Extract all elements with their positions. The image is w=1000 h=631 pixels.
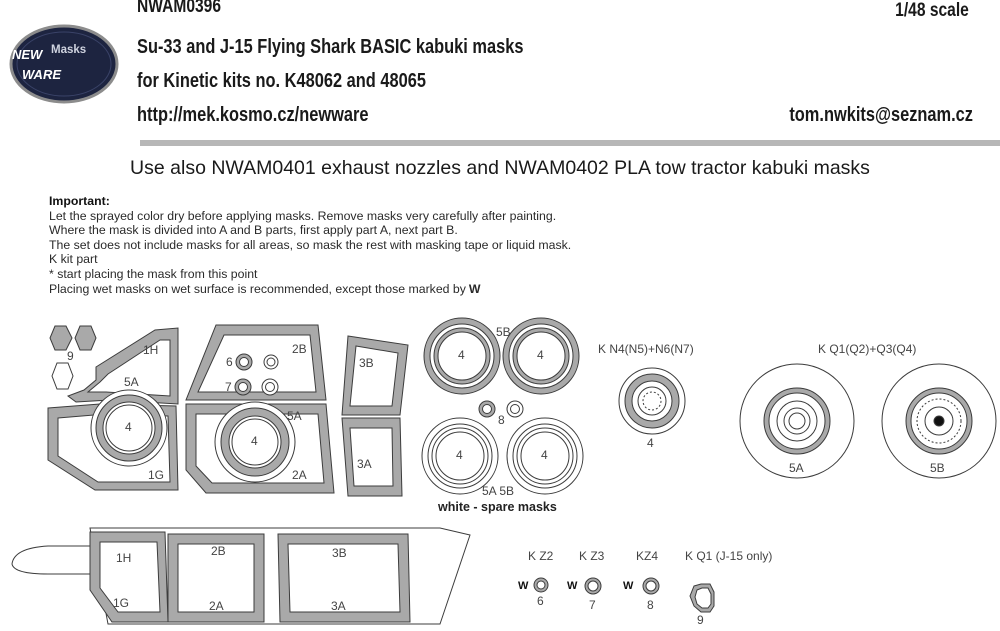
- part-label: 6: [537, 594, 544, 608]
- part-label: 5A: [124, 375, 139, 389]
- spare-masks-note: white - spare masks: [438, 500, 557, 514]
- part-label: 2A: [209, 599, 224, 613]
- mask-piece-9-spare: [52, 363, 73, 389]
- title-line-1: Su-33 and J-15 Flying Shark BASIC kabuki masks: [137, 36, 524, 58]
- part-label: 5A 5B: [482, 484, 515, 498]
- kit-part-label: KZ4: [636, 549, 659, 563]
- mask-set-center: [342, 336, 408, 496]
- part-label: 8: [498, 413, 505, 427]
- canopy-diagram: [12, 528, 470, 624]
- instructions-heading: Important:: [49, 194, 110, 208]
- mask-piece-9b: [75, 326, 96, 350]
- part-label: 9: [697, 613, 704, 627]
- part-label: 5A: [789, 461, 804, 475]
- part-label: 2A: [292, 468, 307, 482]
- part-label: 3B: [359, 356, 374, 370]
- part-label: 7: [225, 380, 232, 394]
- part-label: 1G: [113, 596, 130, 610]
- kit-part-label: K Q1(Q2)+Q3(Q4): [818, 342, 917, 356]
- logo-word-new: NEW: [12, 47, 43, 62]
- logo-word-masks: Masks: [51, 44, 87, 56]
- wet-mark-w: W: [468, 281, 481, 296]
- title-line-2: for Kinetic kits no. K48062 and 48065: [137, 70, 426, 92]
- part-label: 5B: [930, 461, 945, 475]
- instruction-line: Where the mask is divided into A and B parts, first apply part A, next part B.: [49, 223, 458, 238]
- part-label: 3B: [332, 546, 347, 560]
- part-label: 4: [541, 448, 548, 462]
- part-label: 4: [251, 434, 258, 448]
- logo-word-ware: WARE: [22, 67, 61, 82]
- scale-label: 1/48 scale: [895, 0, 969, 21]
- part-label: 1G: [148, 468, 165, 482]
- mask-set-center-left: [186, 325, 334, 493]
- kit-part-label: K Z3: [579, 549, 605, 563]
- instruction-line: The set does not include masks for all areas, so mask the rest with masking tape or liquid mask.: [49, 237, 572, 252]
- wet-mark-w: W: [623, 580, 634, 592]
- instruction-line: * start placing the mask from this point: [49, 266, 258, 281]
- part-label: 1H: [143, 343, 159, 357]
- wet-mark-w: W: [567, 580, 578, 592]
- part-label: 2B: [211, 544, 226, 558]
- email-link[interactable]: tom.nwkits@seznam.cz: [789, 104, 973, 126]
- new-ware-logo: [11, 26, 117, 102]
- part-label: 1H: [116, 551, 132, 565]
- part-label: 4: [125, 420, 132, 434]
- kit-part-label: K Q1 (J-15 only): [685, 549, 773, 563]
- part-label: 4: [458, 348, 465, 362]
- instruction-line: Let the sprayed color dry before applying masks. Remove masks very carefully after painting.: [49, 208, 557, 223]
- part-label: 6: [226, 355, 233, 369]
- website-link[interactable]: http://mek.kosmo.cz/newware: [137, 104, 369, 126]
- kit-part-label: K N4(N5)+N6(N7): [598, 342, 694, 356]
- part-label: 7: [589, 598, 596, 612]
- mask-piece-9a: [50, 326, 72, 350]
- part-label: 9: [67, 349, 74, 363]
- part-label: 4: [456, 448, 463, 462]
- part-label: 3A: [331, 599, 346, 613]
- part-label: 8: [647, 598, 654, 612]
- instruction-line: K kit part: [49, 252, 98, 267]
- part-label: 5B: [496, 325, 511, 339]
- kit-part-label: K Z2: [528, 549, 554, 563]
- part-label: 2B: [292, 342, 307, 356]
- product-code: NWAM0396: [137, 0, 221, 17]
- wheel-masks: [422, 318, 583, 494]
- part-label: 3A: [357, 457, 372, 471]
- part-label: 4: [537, 348, 544, 362]
- canopy-probe: [12, 546, 96, 574]
- part-label: 4: [647, 436, 654, 450]
- use-also-note: Use also NWAM0401 exhaust nozzles and NWAM0402 PLA tow tractor kabuki masks: [130, 157, 870, 179]
- instruction-line-text: Placing wet masks on wet surface is recommended, except those marked by: [49, 281, 466, 296]
- wet-mark-w: W: [518, 580, 529, 592]
- nose-wheel-diagram: [619, 368, 685, 434]
- part-label: 5A: [287, 409, 302, 423]
